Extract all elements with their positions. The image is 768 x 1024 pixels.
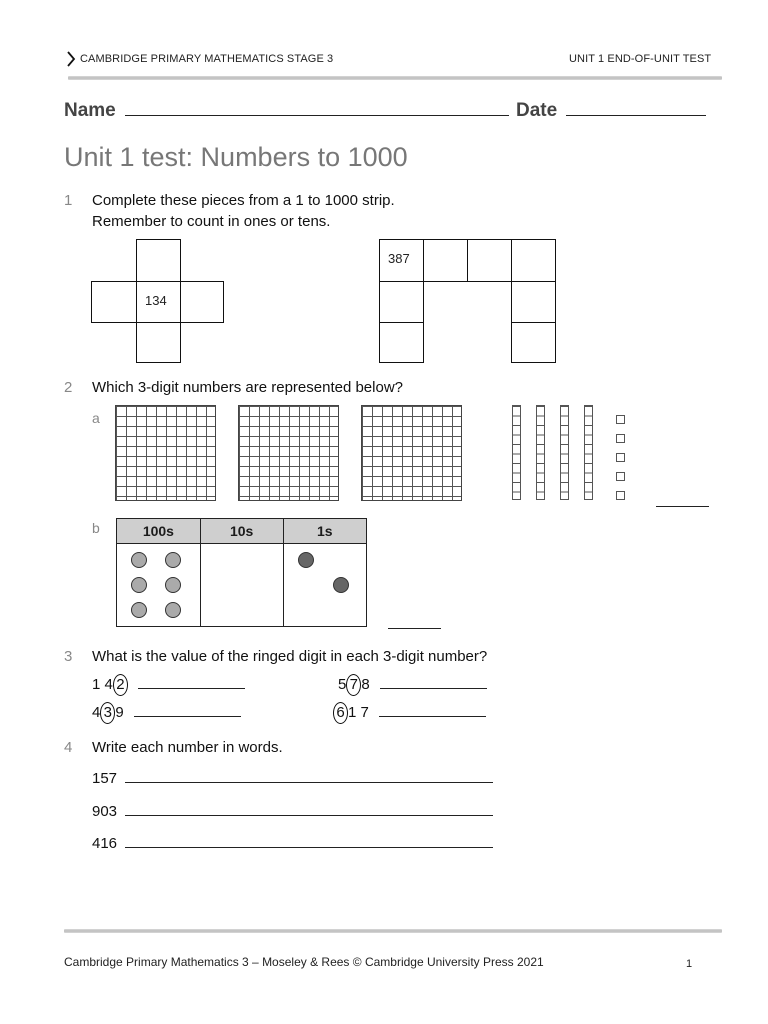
arch-cell[interactable] (511, 281, 556, 323)
arch-cell-start (379, 239, 424, 282)
question-1-text-line2: Remember to count in ones or tens. (92, 213, 331, 230)
one-cube (616, 491, 625, 500)
ringed-number-4: 6 1 7 (333, 702, 486, 724)
number-to-write: 157 (92, 770, 118, 787)
cross-cell-left[interactable] (91, 281, 137, 323)
date-field[interactable] (566, 101, 706, 116)
words-field[interactable] (125, 768, 493, 783)
hundreds-counter (165, 552, 181, 568)
hundreds-counter (131, 602, 147, 618)
ones-counter (298, 552, 314, 568)
question-4-text: Write each number in words. (92, 739, 283, 756)
hundred-block (238, 405, 339, 501)
words-field[interactable] (125, 833, 493, 848)
page-title: Unit 1 test: Numbers to 1000 (64, 142, 408, 172)
question-4-number: 4 (64, 739, 73, 756)
cross-cell-right[interactable] (180, 281, 224, 323)
question-3-text: What is the value of the ringed digit in each 3-digit number? (92, 648, 488, 665)
hundreds-counter (165, 602, 181, 618)
question-2b-label: b (92, 520, 100, 536)
tens-column (200, 544, 283, 627)
header-chevron-icon (66, 51, 76, 72)
question-2-text: Which 3-digit numbers are represented below? (92, 379, 403, 396)
answer-3-1-field[interactable] (138, 674, 245, 689)
question-2-number: 2 (64, 379, 73, 396)
question-2a-label: a (92, 410, 100, 426)
arch-cell[interactable] (467, 239, 512, 282)
one-cube (616, 472, 625, 481)
ringed-digit: 7 (346, 674, 361, 696)
header-ones: 1s (283, 519, 367, 544)
question-1-number: 1 (64, 192, 73, 209)
header-tens: 10s (200, 519, 283, 544)
ringed-number-1: 1 4 2 (92, 674, 245, 696)
ten-rod (560, 405, 569, 500)
question-1-text-line1: Complete these pieces from a 1 to 1000 strip. (92, 192, 395, 209)
page-number: 1 (686, 958, 693, 970)
ones-counter (333, 577, 349, 593)
hundreds-counter (131, 552, 147, 568)
question-3-number: 3 (64, 648, 73, 665)
footer-credit: Cambridge Primary Mathematics 3 – Moseley & Rees © Cambridge University Press 2021 (64, 955, 544, 969)
place-value-table (116, 518, 367, 627)
header-rule (68, 76, 722, 80)
number-to-write: 903 (92, 803, 118, 820)
hundred-block (115, 405, 216, 501)
date-label: Date (516, 100, 558, 121)
ringed-number-3: 4 3 9 (92, 702, 241, 724)
number-words-row-2 (92, 801, 493, 820)
ten-rod (584, 405, 593, 500)
answer-3-4-field[interactable] (379, 702, 486, 717)
cross-cell-top[interactable] (136, 239, 181, 282)
ten-rod (536, 405, 545, 500)
answer-2b-field[interactable] (388, 614, 441, 629)
ringed-digit: 3 (100, 702, 115, 724)
arch-cell[interactable] (379, 322, 424, 363)
date-row (516, 100, 706, 122)
one-cube (616, 434, 625, 443)
name-label: Name (64, 100, 116, 121)
arch-cell[interactable] (423, 239, 468, 282)
hundreds-counter (165, 577, 181, 593)
ones-column (283, 544, 367, 627)
cross-center-value: 134 (145, 293, 167, 308)
header-hundreds: 100s (117, 519, 201, 544)
number-words-row-1 (92, 768, 493, 787)
number-to-write: 416 (92, 835, 118, 852)
name-row (64, 100, 509, 122)
words-field[interactable] (125, 801, 493, 816)
hundreds-column (117, 544, 201, 627)
name-field[interactable] (125, 101, 509, 116)
header-series-title: CAMBRIDGE PRIMARY MATHEMATICS STAGE 3 (80, 53, 334, 65)
answer-2a-field[interactable] (656, 492, 709, 507)
ringed-digit: 2 (113, 674, 128, 696)
header-test-title: UNIT 1 END-OF-UNIT TEST (569, 53, 712, 65)
arch-cell[interactable] (379, 281, 424, 323)
one-cube (616, 453, 625, 462)
arch-start-value: 387 (388, 251, 410, 266)
cross-cell-bottom[interactable] (136, 322, 181, 363)
ringed-number-2: 5 7 8 (338, 674, 487, 696)
cross-cell-center (136, 281, 181, 323)
footer-rule (64, 929, 722, 933)
answer-3-2-field[interactable] (380, 674, 487, 689)
arch-cell[interactable] (511, 322, 556, 363)
hundred-block (361, 405, 462, 501)
answer-3-3-field[interactable] (134, 702, 241, 717)
ringed-digit: 6 (333, 702, 348, 724)
arch-cell[interactable] (511, 239, 556, 282)
hundreds-counter (131, 577, 147, 593)
ten-rod (512, 405, 521, 500)
number-words-row-3 (92, 833, 493, 852)
one-cube (616, 415, 625, 424)
